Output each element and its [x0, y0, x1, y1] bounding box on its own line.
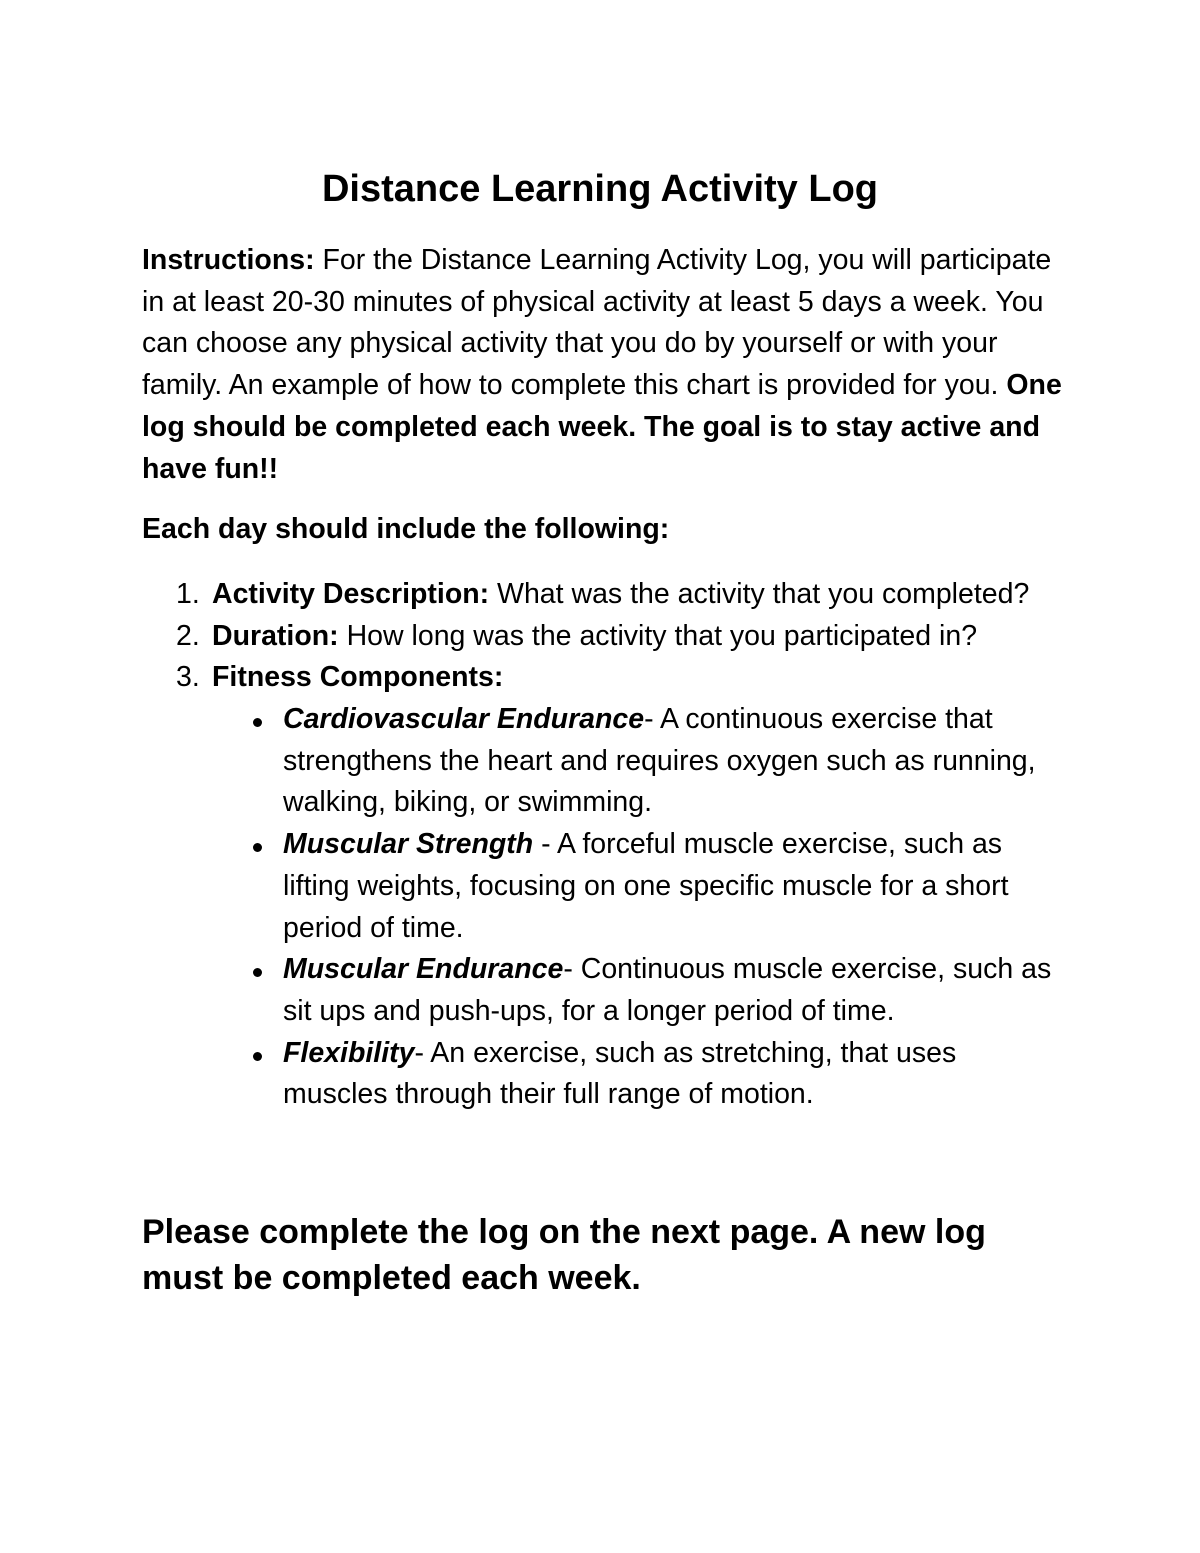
component-term: Flexibility — [283, 1036, 415, 1069]
component-item-muscular-strength — [283, 824, 1067, 949]
component-term: Muscular Strength — [283, 828, 534, 861]
instructions-text: For the Distance Learning Activity Log, you will participate in at least 20-30 minutes of physical activity at least 5 days a week. You can choose any physical activity that you do by yourself or with your family. An example of how to complete this chart is provided for you. — [142, 244, 1052, 402]
page-title: Distance Learning Activity Log — [321, 168, 879, 210]
steps-list — [142, 574, 1067, 1116]
step-label: Activity Description: — [212, 577, 490, 610]
instructions-emphasis: One log should be completed each week. The goal is to stay active and have fun!! — [142, 369, 1062, 485]
component-text: - An exercise, such as stretching, that uses muscles through their full range of motion. — [283, 1036, 957, 1111]
component-text: - A continuous exercise that strengthens the heart and requires oxygen such as running, walking, biking, or swimming. — [283, 703, 1036, 819]
instructions-paragraph — [142, 240, 1067, 490]
fitness-components-list — [212, 699, 1067, 1116]
component-text: - Continuous muscle exercise, such as sit ups and push-ups, for a longer period of time. — [283, 953, 1052, 1027]
component-term: Cardiovascular Endurance — [283, 703, 645, 736]
step-item-duration — [212, 616, 1067, 658]
step-label: Fitness Components: — [212, 661, 504, 694]
document-page — [142, 165, 1067, 1301]
component-text: - A forceful muscle exercise, such as lifting weights, focusing on one specific muscle for a short period of time. — [283, 828, 1009, 944]
component-term: Muscular Endurance — [283, 953, 564, 986]
step-text: How long was the activity that you participated in? — [338, 619, 978, 652]
step-text: What was the activity that you completed? — [489, 577, 1030, 610]
each-day-heading: Each day should include the following: — [142, 513, 670, 546]
step-item-activity-description — [212, 574, 1067, 616]
step-label: Duration: — [212, 619, 339, 652]
component-item-cardiovascular-endurance — [283, 699, 1067, 824]
component-item-flexibility — [283, 1033, 1067, 1116]
step-item-fitness-components — [212, 657, 1067, 1116]
closing-note: Please complete the log on the next page. A new log must be completed each week. — [142, 1213, 986, 1298]
instructions-label: Instructions: — [142, 244, 315, 276]
component-item-muscular-endurance — [283, 949, 1067, 1032]
